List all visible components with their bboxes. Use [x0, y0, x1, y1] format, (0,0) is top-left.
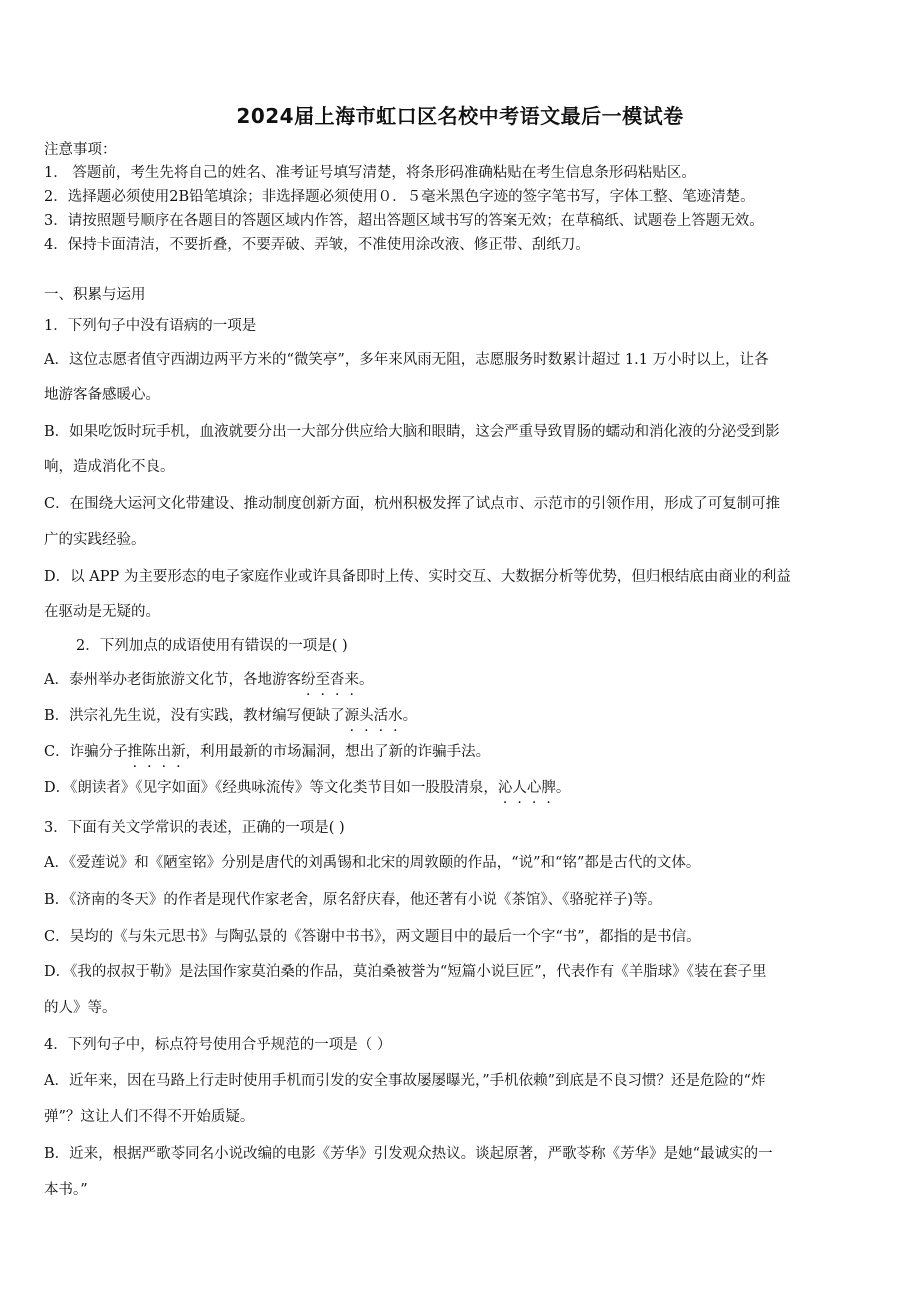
- notice-item-1: 1． 答题前，考生先将自己的姓名、准考证号填写清楚，将条形码准确粘贴在考生信息条形码粘贴区。: [44, 165, 696, 181]
- q2-option-c-end: ，利用最新的市场漏洞，想出了新的诈骗手法。: [185, 744, 491, 760]
- q1-option-d-line1: D．以 APP 为主要形态的电子家庭作业或许具备即时上传、实时交互、大数据分析等优势，但归根结底由商业的利益: [44, 569, 791, 585]
- q1-option-c-line2: 广的实践经验。: [44, 532, 146, 548]
- q2-option-b-end: 。: [402, 708, 418, 724]
- notice-item-3: 3．请按照题号顺序在各题目的答题区域内作答，超出答题区域书写的答案无效；在草稿纸、试题卷上答题无效。: [44, 213, 764, 229]
- dotted-char: 沓: [329, 672, 345, 688]
- q2-option-d-end: 。: [555, 780, 571, 796]
- dotted-char: 至: [315, 672, 330, 688]
- q2-stem: 2．下列加点的成语使用有错误的一项是( ): [76, 638, 348, 654]
- q4-stem: 4．下列句子中，标点符号使用合乎规范的一项是（ ）: [44, 1037, 392, 1053]
- notice-item-2: 2．选择题必须使用2B铅笔填涂；非选择题必须使用０．５毫米黑色字迹的签字笔书写，字体工整、笔迹清楚。: [44, 189, 755, 205]
- dotted-char: 沁: [497, 780, 513, 796]
- dotted-char: 源: [344, 708, 360, 724]
- q1-stem: 1．下列句子中没有语病的一项是: [44, 318, 257, 334]
- q2-option-d-text: D．《朗读者》《见字如面》《经典咏流传》等文化类节目如一股股清泉，: [44, 780, 498, 796]
- q4-option-b-line1: B．近来，根据严歌苓同名小说改编的电影《芳华》引发观众热议。谈起原著，严歌苓称《芳华》是她“最诚实的一: [44, 1146, 773, 1162]
- q1-option-a-line2: 地游客备感暖心。: [44, 387, 160, 403]
- q4-option-b-line2: 本书。”: [44, 1182, 88, 1198]
- q4-option-a-line1: A．近年来，因在马路上行走时使用手机而引发的安全事故屡屡曝光，”手机依赖”到底是不良习惯？还是危险的“炸: [44, 1073, 766, 1089]
- q3-option-c: C．吴均的《与朱元思书》与陶弘景的《答谢中书书》，两文题目中的最后一个字“书”，都指的是书信。: [44, 929, 701, 945]
- q2-option-a-end: 。: [358, 672, 374, 688]
- q2-option-a-text: A．泰州举办老街旅游文化节，各地游客: [44, 672, 301, 688]
- q1-option-a-line1: A．这位志愿者值守西湖边两平方米的“微笑亭”，多年来风雨无阻，志愿服务时数累计超过 1.1 万小时以上，让各: [44, 352, 769, 368]
- dotted-char: 陈: [142, 744, 157, 760]
- q2-option-b-text: B．洪宗礼先生说，没有实践，教材编写便缺了: [44, 708, 345, 724]
- dotted-char: 纷: [300, 672, 316, 688]
- dotted-char: 推: [127, 744, 143, 760]
- q1-option-c-line1: C．在围绕大运河文化带建设、推动制度创新方面，杭州积极发挥了试点市、示范市的引领作用，形成了可复制可推: [44, 496, 781, 512]
- q1-option-d-line2: 在驱动是无疑的。: [44, 604, 160, 620]
- q3-option-b: B．《济南的冬天》的作者是现代作家老舍，原名舒庆春，他还著有小说《茶馆》、《骆驼祥子)等。: [44, 892, 663, 908]
- section-heading: 一、积累与运用: [44, 287, 146, 303]
- q3-option-d-line2: 的人》等。: [44, 1000, 117, 1016]
- q2-option-b: [44, 706, 417, 726]
- dotted-char: 人: [512, 780, 527, 796]
- dotted-char: 头: [359, 708, 374, 724]
- q2-option-c: [44, 742, 490, 762]
- dotted-char: 出: [156, 744, 172, 760]
- q2-option-c-text: C．诈骗分子: [44, 744, 128, 760]
- notice-heading: 注意事项：: [44, 142, 117, 158]
- dotted-char: 心: [526, 780, 542, 796]
- dotted-char: 脾: [541, 780, 556, 796]
- q1-option-b-line1: B．如果吃饭时玩手机，血液就要分出一大部分供应给大脑和眼睛，这会严重导致胃肠的蠕动和消化液的分泌受到影: [44, 424, 780, 440]
- q4-option-a-line2: 弹”？这让人们不得不开始质疑。: [44, 1109, 255, 1125]
- notice-item-4: 4．保持卡面清洁，不要折叠，不要弄破、弄皱，不准使用涂改液、修正带、刮纸刀。: [44, 237, 590, 253]
- dotted-char: 新: [171, 744, 186, 760]
- q2-option-d: [44, 778, 570, 798]
- dotted-char: 活: [373, 708, 389, 724]
- page-title: 2024届上海市虹口区名校中考语文最后一模试卷: [236, 104, 684, 128]
- q1-option-b-line2: 响，造成消化不良。: [44, 459, 175, 475]
- q2-option-a: [44, 670, 373, 690]
- dotted-char: 水: [388, 708, 403, 724]
- q3-option-d-line1: D．《我的叔叔于勒》是法国作家莫泊桑的作品，莫泊桑被誉为“短篇小说巨匠”，代表作有《羊脂球》《装在套子里: [44, 964, 767, 980]
- q3-stem: 3．下面有关文学常识的表述，正确的一项是( ): [44, 820, 345, 836]
- q3-option-a: A．《爱莲说》和《陋室铭》分别是唐代的刘禹锡和北宋的周敦颐的作品，“说”和“铭”都是古代的文体。: [44, 855, 701, 871]
- dotted-char: 来: [344, 672, 359, 688]
